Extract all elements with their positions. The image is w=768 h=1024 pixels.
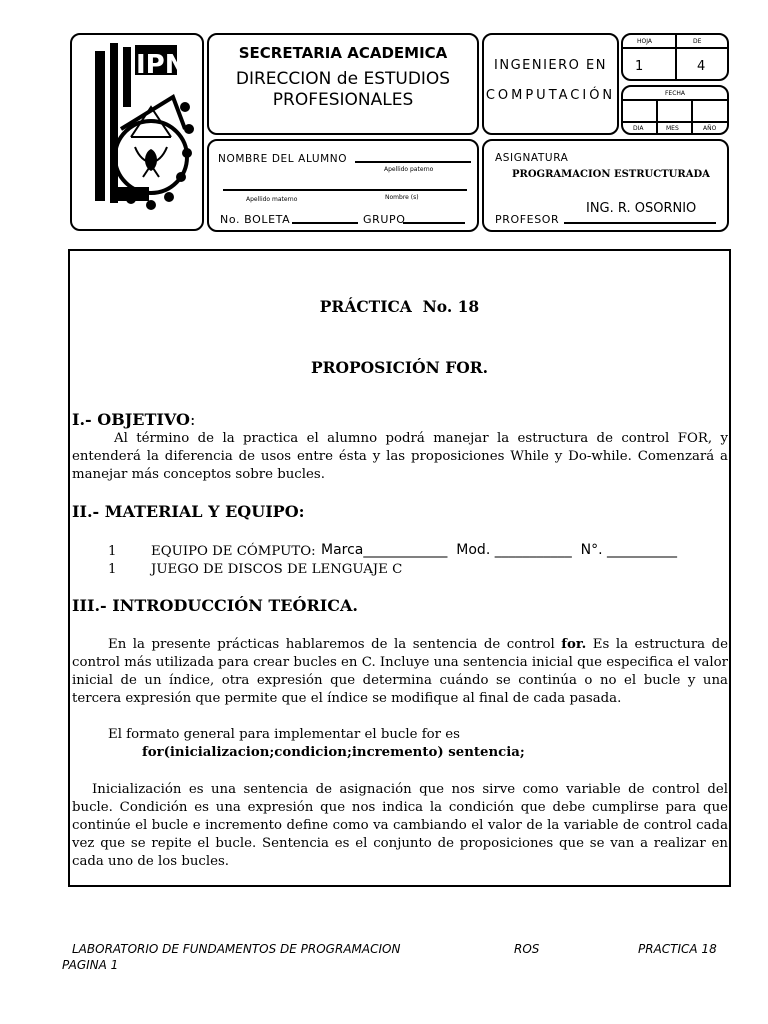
footer-initials: ROS — [514, 942, 540, 956]
sheet-label: HOJA — [637, 38, 653, 45]
practice-title: PRÁCTICA No. 18 — [319, 297, 480, 316]
date-box — [621, 85, 729, 135]
intro-paragraph-1: En la presente prácticas hablaremos de la sentencia de control for. Es la estructura de control más utilizada para crear bucles en C. Incluye una sentencia inicial que especifica el valor inicial de un índice, otra expresión que determina cuándo se continúa o no el bucle y una tercera expresión que permite que el índice se modifique al final de cada pasada. — [72, 637, 729, 706]
sheet-value: 1 — [635, 59, 644, 74]
career-line1: INGENIERO EN — [494, 58, 607, 73]
intro-heading: III.- INTRODUCCIÓN TEÓRICA. — [72, 596, 358, 615]
org-line1: SECRETARIA ACADEMICA — [238, 44, 448, 62]
student-name-label: NOMBRE DEL ALUMNO — [218, 153, 348, 165]
intro-paragraph-3: Inicialización es una sentencia de asignación que nos sirve como variable de control del bucle. Condición es una expresión que nos indica la condición que debe cumplirse para que continúe el bucle e incremento define como va cambiando el valor de la variable de control cada vez que se repite el bucle. Sentencia es el conjunto de proposiciones que se van a realizar en cada uno de los bucles. — [72, 782, 728, 869]
names-label: Nombre (s) — [385, 194, 419, 201]
intro-paragraph-2: El formato general para implementar el bucle for es — [108, 727, 460, 742]
sheet-box — [621, 33, 729, 81]
ipn-logo-icon — [73, 37, 201, 227]
footer-page: PAGINA 1 — [62, 958, 119, 972]
footer-practice: PRACTICA 18 — [638, 942, 717, 956]
material-text: JUEGO DE DISCOS DE LENGUAJE C — [151, 562, 403, 577]
student-box — [207, 139, 479, 232]
day-label: DIA — [633, 125, 644, 132]
group-label: GRUPO — [363, 213, 406, 226]
of-label: DE — [693, 38, 702, 45]
intro-code: for(inicializacion;condicion;incremento) sentencia; — [142, 745, 525, 760]
logo-box — [70, 33, 204, 231]
objective-colon: : — [189, 410, 196, 429]
teacher-value: ING. R. OSORNIO — [586, 201, 697, 216]
teacher-label: PROFESOR — [495, 213, 560, 226]
month-label: MES — [666, 125, 679, 132]
material-text: EQUIPO DE CÓMPUTO: — [151, 544, 316, 559]
material-qty: 1 — [108, 562, 117, 577]
secretaria-box — [207, 33, 479, 135]
date-label: FECHA — [664, 90, 686, 97]
year-label: AÑO — [703, 125, 717, 132]
org-line2: DIRECCION de ESTUDIOS — [235, 69, 451, 89]
subject-box — [482, 139, 729, 232]
teacher-line — [564, 222, 716, 224]
objective-text: Al término de la practica el alumno podrá manejar la estructura de control FOR, y entenderá la diferencia de usos entre ésta y las proposiciones While y Do-while. Comenzará a manejar más conceptos sobre bucles. — [72, 431, 728, 482]
of-value: 4 — [697, 59, 706, 74]
subject-label: ASIGNATURA — [495, 152, 569, 164]
material-heading: II.- MATERIAL Y EQUIPO: — [72, 502, 305, 521]
subject-value: PROGRAMACION ESTRUCTURADA — [512, 169, 710, 180]
svg-text:IPN: IPN — [136, 50, 187, 80]
career-box — [482, 33, 619, 135]
paternal-line — [355, 161, 471, 163]
practice-subtitle: PROPOSICIÓN FOR. — [310, 358, 489, 377]
maternal-label: Apellido materno — [246, 196, 298, 203]
boleta-label: No. BOLETA — [220, 213, 291, 226]
career-line2: COMPUTACIÓN — [485, 88, 616, 103]
maternal-line — [223, 189, 467, 191]
material-extra: Marca____________ Mod. ___________ N°. __________ — [321, 542, 677, 558]
material-qty: 1 — [108, 544, 117, 559]
org-line3: PROFESIONALES — [272, 90, 414, 110]
objective-heading — [72, 410, 195, 429]
objective-heading-text: I.- OBJETIVO — [72, 410, 190, 429]
footer-lab: LABORATORIO DE FUNDAMENTOS DE PROGRAMACION — [72, 942, 401, 956]
boleta-line — [292, 222, 358, 224]
content-frame — [68, 249, 731, 887]
paternal-label: Apellido paterno — [384, 166, 434, 173]
group-line — [403, 222, 465, 224]
